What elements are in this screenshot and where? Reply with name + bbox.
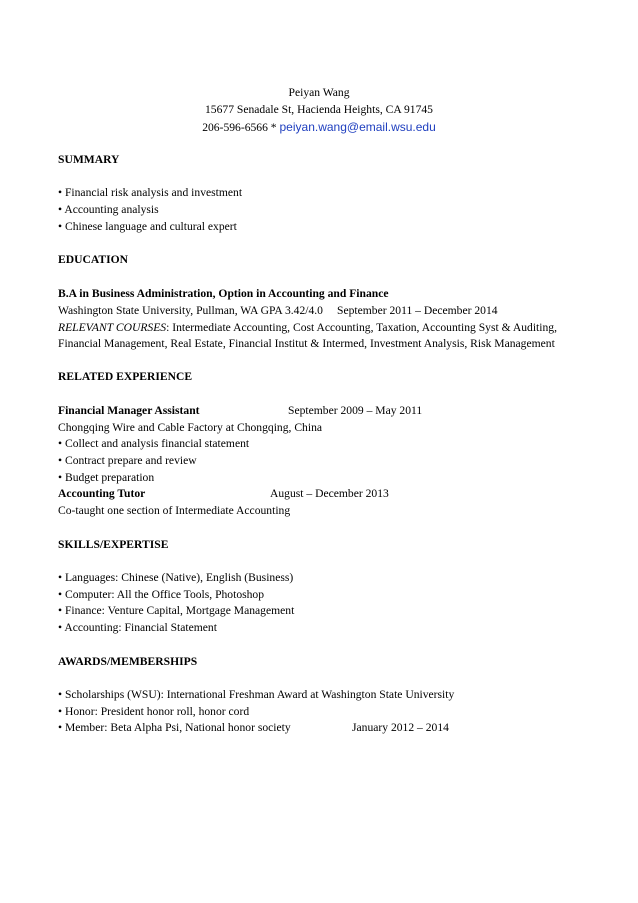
summary-item: • Accounting analysis bbox=[58, 203, 159, 216]
summary-item: • Financial risk analysis and investment bbox=[58, 186, 243, 199]
awards-heading: AWARDS/MEMBERSHIPS bbox=[58, 655, 198, 668]
summary-heading: SUMMARY bbox=[58, 153, 120, 166]
courses-text-1: : Intermediate Accounting, Cost Accounting, Taxation, Accounting Syst & Auditing, bbox=[166, 321, 557, 334]
skill-item: • Accounting: Financial Statement bbox=[58, 621, 217, 634]
job-bullet: • Budget preparation bbox=[58, 471, 155, 484]
job-title: Accounting Tutor bbox=[58, 487, 146, 500]
courses-line-1 bbox=[58, 321, 557, 335]
school-info: Washington State University, Pullman, WA GPA 3.42/4.0 bbox=[58, 304, 323, 317]
job-dates: September 2009 – May 2011 bbox=[288, 404, 423, 417]
courses-label: RELEVANT COURSES bbox=[58, 321, 167, 334]
award-item: • Scholarships (WSU): International Freshman Award at Washington State University bbox=[58, 688, 455, 701]
skill-item: • Finance: Venture Capital, Mortgage Management bbox=[58, 604, 295, 617]
job-bullet: • Contract prepare and review bbox=[58, 454, 197, 467]
job-bullet: • Collect and analysis financial statement bbox=[58, 437, 250, 450]
courses-line-2: Financial Management, Real Estate, Financial Institut & Intermed, Investment Analysis, Risk Management bbox=[58, 337, 555, 350]
summary-item: • Chinese language and cultural expert bbox=[58, 220, 237, 233]
applicant-address: 15677 Senadale St, Hacienda Heights, CA 91745 bbox=[205, 103, 433, 116]
contact-line bbox=[0, 120, 638, 135]
education-heading: EDUCATION bbox=[58, 253, 128, 266]
email-link[interactable]: peiyan.wang@email.wsu.edu bbox=[279, 120, 436, 134]
job-organization: Chongqing Wire and Cable Factory at Chongqing, China bbox=[58, 421, 323, 434]
skills-heading: SKILLS/EXPERTISE bbox=[58, 538, 169, 551]
job-dates: August – December 2013 bbox=[270, 487, 389, 500]
applicant-name: Peiyan Wang bbox=[288, 86, 350, 99]
degree-title: B.A in Business Administration, Option in Accounting and Finance bbox=[58, 287, 389, 300]
skill-item: • Computer: All the Office Tools, Photoshop bbox=[58, 588, 265, 601]
award-item: • Member: Beta Alpha Psi, National honor society bbox=[58, 721, 291, 734]
experience-heading: RELATED EXPERIENCE bbox=[58, 370, 193, 383]
membership-dates: January 2012 – 2014 bbox=[352, 721, 449, 734]
education-dates: September 2011 – December 2014 bbox=[337, 304, 498, 317]
job-title: Financial Manager Assistant bbox=[58, 404, 200, 417]
phone-number: 206-596-6566 * bbox=[202, 121, 277, 134]
skill-item: • Languages: Chinese (Native), English (Business) bbox=[58, 571, 294, 584]
job-organization: Co-taught one section of Intermediate Accounting bbox=[58, 504, 291, 517]
award-item: • Honor: President honor roll, honor cord bbox=[58, 705, 250, 718]
